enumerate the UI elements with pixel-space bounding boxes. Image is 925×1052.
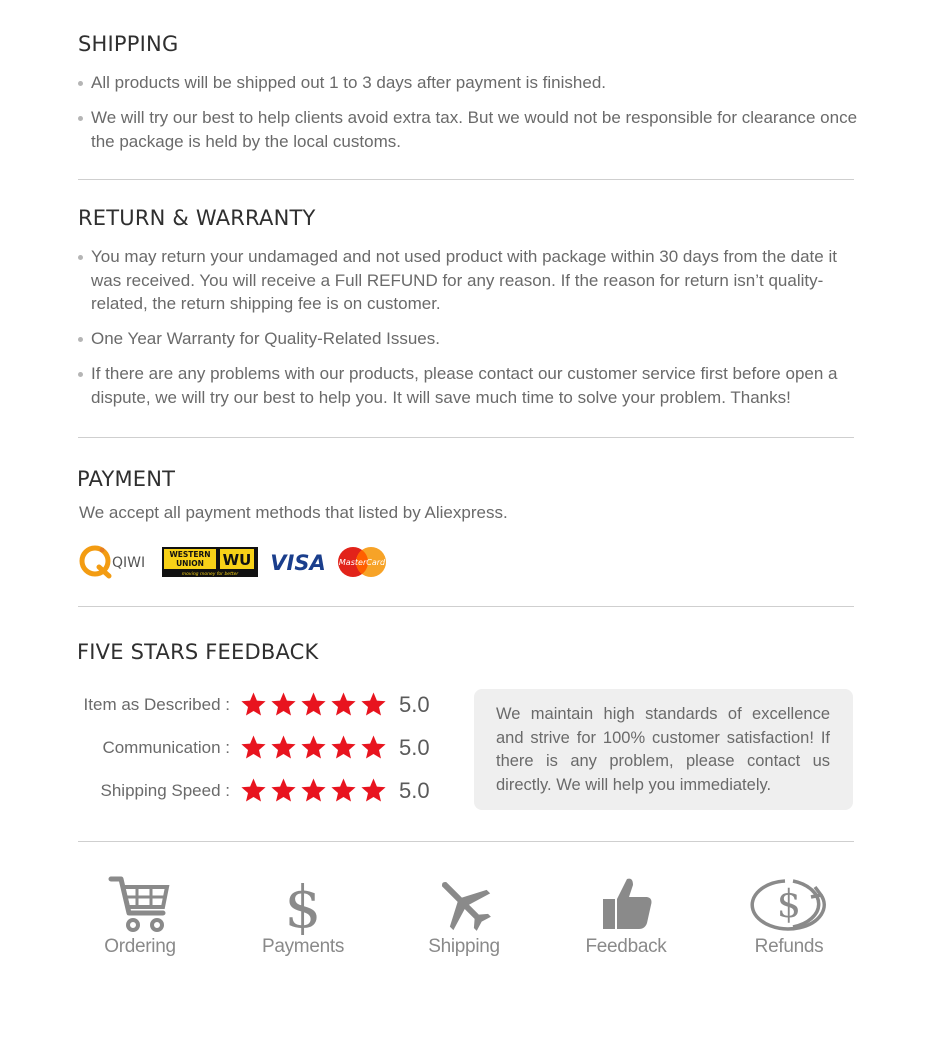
ordering-label: Ordering (104, 936, 176, 957)
shipping-item-text: All products will be shipped out 1 to 3 days after payment is finished. (91, 73, 607, 92)
star-rating (240, 691, 387, 719)
rating-row-item-as-described (60, 691, 440, 721)
return-item (78, 245, 858, 316)
return-item-text: One Year Warranty for Quality-Related Issues. (91, 329, 440, 348)
rating-label: Shipping Speed : (100, 781, 230, 800)
payment-heading: PAYMENT (77, 467, 176, 491)
payments-feature (238, 873, 368, 973)
star-icon (240, 777, 267, 804)
feedback-note-text: We maintain high standards of excellence and strive for 100% customer satisfaction! If there is any problem, please contact us directly. We will help you immediately. (496, 705, 830, 794)
star-icon (300, 777, 327, 804)
visa-text: VISA (270, 551, 326, 575)
rating-score: 5.0 (399, 692, 430, 717)
payment-description: We accept all payment methods that listed by Aliexpress. (79, 503, 508, 522)
visa-logo (268, 549, 328, 575)
feedback-feature (561, 873, 691, 973)
refunds-label: Refunds (754, 936, 824, 957)
qiwi-text: QIWI (112, 555, 146, 571)
section-divider (78, 606, 854, 607)
return-item-text: You may return your undamaged and not used product with package within 30 days from the date it was received. You will receive a Full REFUND for any reason. If the reason for return isn’t quality-related, the return shipping fee is on customer. (91, 247, 837, 313)
section-divider (78, 841, 854, 842)
mastercard-text: MasterCard (338, 558, 386, 567)
thumbs-up-icon (591, 873, 661, 935)
shipping-item (78, 106, 858, 153)
rating-row-shipping-speed (60, 777, 440, 807)
shipping-feature (399, 873, 529, 973)
airplane-icon (429, 873, 499, 935)
return-warranty-heading: RETURN & WARRANTY (78, 206, 316, 230)
rating-label: Communication : (102, 738, 230, 757)
rating-score: 5.0 (399, 735, 430, 760)
section-divider (78, 437, 854, 438)
shipping-label: Shipping (428, 936, 500, 957)
mastercard-logo (336, 546, 388, 578)
star-icon (240, 734, 267, 761)
ordering-feature (75, 873, 205, 973)
return-item-text: If there are any problems with our products, please contact our customer service first before open a dispute, we will try our best to help you. It will save much time to solve your problem. Thanks! (91, 364, 838, 407)
star-icon (330, 734, 357, 761)
dollar-icon (268, 873, 338, 935)
bullet-dot (78, 81, 83, 86)
cart-icon (105, 873, 175, 935)
bullet-dot (78, 116, 83, 121)
star-icon (270, 691, 297, 718)
return-item (78, 362, 858, 409)
shipping-item-text: We will try our best to help clients avoid extra tax. But we would not be responsible for clearance once the package is held by the local customs. (91, 108, 858, 151)
rating-label: Item as Described : (83, 695, 230, 714)
feedback-heading: FIVE STARS FEEDBACK (77, 640, 319, 664)
feedback-note-box (474, 689, 853, 810)
western-union-logo (162, 547, 258, 577)
refunds-feature (724, 873, 854, 973)
star-icon (330, 691, 357, 718)
shipping-item (78, 71, 858, 95)
star-icon (240, 691, 267, 718)
refund-icon (749, 873, 829, 935)
western-union-mark: WU (222, 551, 252, 569)
rating-score: 5.0 (399, 778, 430, 803)
section-divider (78, 179, 854, 180)
rating-row-communication (60, 734, 440, 764)
western-union-line2: UNION (176, 559, 204, 568)
western-union-tagline: moving money for better (181, 572, 239, 577)
bullet-dot (78, 372, 83, 377)
payments-label: Payments (261, 936, 345, 957)
star-icon (270, 734, 297, 761)
star-icon (360, 734, 387, 761)
star-icon (300, 734, 327, 761)
svg-text:$: $ (776, 882, 802, 926)
star-icon (360, 777, 387, 804)
star-icon (300, 691, 327, 718)
star-icon (360, 691, 387, 718)
star-rating (240, 734, 387, 762)
star-icon (330, 777, 357, 804)
return-item (78, 327, 858, 351)
star-icon (270, 777, 297, 804)
shipping-heading: SHIPPING (78, 32, 179, 56)
star-rating (240, 777, 387, 805)
svg-text:$: $ (284, 873, 322, 935)
qiwi-logo (79, 543, 154, 579)
feedback-label: Feedback (585, 936, 667, 957)
bullet-dot (78, 255, 83, 260)
western-union-line1: WESTERN (169, 550, 211, 559)
bullet-dot (78, 337, 83, 342)
